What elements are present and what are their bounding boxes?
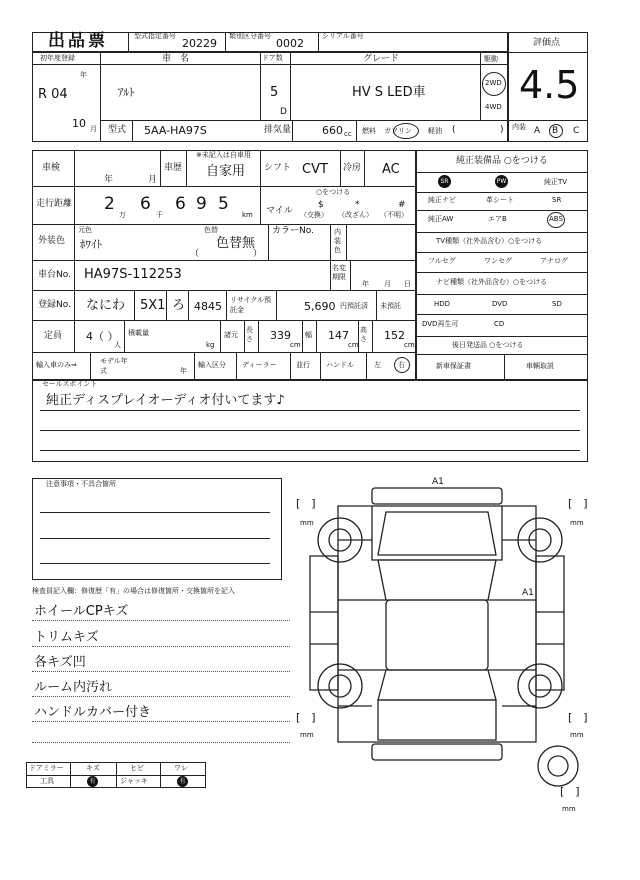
sen-unit: 千 — [156, 211, 163, 219]
tv-header: TV種類（社外品含む）○をつける — [436, 237, 543, 245]
reg-kana: ろ — [172, 298, 186, 313]
height-label: 高さ — [360, 326, 367, 343]
recycle-unpaid: 未預託 — [380, 302, 401, 310]
capacity-unit: 人 — [114, 341, 121, 349]
displacement-value: 660 — [322, 124, 343, 137]
airbag: エアB — [488, 215, 507, 223]
color-label: 外装色 — [38, 236, 66, 246]
cd: CD — [494, 320, 505, 328]
height-value: 152 — [384, 329, 405, 342]
mileage-digit: 9 — [196, 194, 207, 214]
width-value: 147 — [328, 329, 349, 342]
displacement-label: 排気量 — [264, 125, 292, 135]
reg-number: 4845 — [194, 300, 222, 313]
doors-type: D — [280, 107, 287, 117]
import-year-unit: 年 — [180, 367, 187, 375]
note-item: ハンドルカバー付き — [34, 705, 152, 720]
doors-label: ドア数 — [262, 54, 283, 62]
km-unit: km — [242, 211, 253, 219]
oneseg: ワンセグ — [484, 257, 512, 265]
reg-class: 5X1 — [140, 298, 166, 313]
mile-label: マイル — [266, 206, 293, 216]
name-change-month: 月 — [384, 280, 391, 288]
katashiki-label: 型式指定番号 — [134, 32, 176, 40]
shaken-month-unit: 月 — [148, 175, 158, 185]
ac-value: AC — [382, 162, 400, 177]
shaken-year-unit: 年 — [104, 175, 114, 185]
tool-label: 工具 — [40, 777, 54, 785]
ac-label: 冷房 — [343, 163, 362, 173]
mm-label: mm — [562, 805, 576, 813]
tampered-label: （改ざん） — [338, 211, 373, 219]
dealer-label: ディーラー — [242, 361, 277, 369]
mileage-digit: 2 — [104, 194, 115, 214]
sales-point-label: セールスポイント — [42, 380, 98, 388]
mileage-label: 走行距離 — [36, 199, 73, 209]
model-value: 5AA-HA97S — [144, 124, 207, 137]
length-unit: cm — [290, 341, 301, 349]
note-item: トリムキズ — [34, 630, 99, 645]
hash-sym: # — [398, 200, 406, 210]
a1-front-label: A1 — [432, 477, 444, 487]
warranty: 新車保証書 — [436, 362, 471, 370]
type-label: 車歴 — [164, 163, 183, 173]
mm-label: mm — [300, 519, 314, 527]
notes-label: 注意事項・不具合箇所 — [46, 480, 116, 488]
handle-right: 右 — [398, 361, 405, 369]
interior-b: B — [552, 126, 559, 136]
interior-label: 内装 — [512, 123, 526, 131]
man-unit: 万 — [119, 211, 126, 219]
capacity-value: 4（ ） — [86, 330, 119, 343]
exchange-label: （交換） — [300, 211, 328, 219]
drive-4wd: 4WD — [485, 103, 502, 111]
length-label: 長さ — [246, 326, 253, 343]
dvd-play: DVD再生可 — [422, 320, 459, 328]
sd: SD — [552, 300, 562, 308]
mile-circle-note: ○をつける — [316, 188, 351, 196]
ruibetsu-label: 類別区分番号 — [229, 32, 271, 40]
name-change-label: 名変期限 — [332, 264, 346, 281]
genuine-aw: 純正AW — [428, 215, 454, 223]
navi-header: ナビ種類（社外品含む）○をつける — [436, 278, 548, 286]
color-orig-value: ﾎﾜｲﾄ — [80, 238, 102, 251]
star-sym: * — [355, 200, 360, 210]
hdd: HDD — [434, 300, 451, 308]
height-unit: cm — [404, 341, 415, 349]
scratch-label: キズ — [86, 764, 100, 772]
chassis-label: 車台No. — [38, 270, 71, 280]
load-label: 積載量 — [128, 329, 149, 337]
ruibetsu-value: 0002 — [276, 37, 304, 50]
page-title: 出品票 — [48, 31, 108, 51]
car-name-value: ｱﾙﾄ — [118, 86, 135, 99]
katashiki-value: 20229 — [182, 37, 217, 50]
drive-label: 駆動 — [484, 55, 498, 63]
genuine-tv: 純正TV — [544, 178, 568, 186]
note-item: 各キズ凹 — [34, 655, 86, 670]
shaken-label: 車検 — [42, 163, 61, 173]
interior-a: A — [534, 126, 541, 136]
model-label: 型式 — [108, 125, 127, 135]
genuine-navi: 純正ナビ — [428, 196, 456, 204]
leather-seat: 革シート — [486, 196, 514, 204]
length-value: 339 — [270, 329, 291, 342]
grade-value: HV S LED車 — [352, 85, 426, 100]
dollar-sym: $ — [318, 200, 324, 210]
chassis-value: HA97S-112253 — [84, 267, 182, 282]
name-change-year: 年 — [362, 280, 369, 288]
model-year-label: モデル年式 — [100, 357, 128, 375]
width-unit: cm — [348, 341, 359, 349]
tool-have-circle: 有 — [87, 776, 98, 787]
grade-label: グレード — [363, 54, 400, 64]
displacement-unit: cc — [344, 130, 352, 138]
break-label: ワレ — [174, 764, 188, 772]
color-no-heading: カラーNo. — [272, 226, 314, 236]
score-label: 評価点 — [533, 38, 561, 48]
year-value: R 04 — [38, 87, 68, 102]
inspector-label: 検査員記入欄：修復歴「有」の場合は修復箇所・交換箇所を記入 — [32, 587, 235, 595]
pw-filled-circle: PW — [495, 175, 508, 188]
door-mirror-label: ドアミラー — [29, 764, 64, 772]
import-cat-label: 輸入区分 — [198, 361, 226, 369]
import-label: 輸入車のみ⇒ — [36, 361, 77, 369]
unknown-label: （不明） — [380, 211, 408, 219]
genuine-header: 純正装備品 ○をつける — [456, 156, 548, 166]
analog: アナログ — [540, 257, 568, 265]
capacity-label: 定員 — [44, 331, 63, 341]
handle-left: 左 — [374, 361, 381, 369]
manual: 車輌取説 — [526, 362, 554, 370]
shift-value: CVT — [302, 162, 328, 177]
size-label: 諸元 — [224, 331, 238, 339]
month-unit: 月 — [90, 125, 97, 133]
mileage-digit: 6 — [140, 194, 151, 214]
mm-label: mm — [300, 731, 314, 739]
color-paren: （ ） — [190, 249, 263, 259]
mm-label: mm — [570, 731, 584, 739]
width-label: 幅 — [305, 331, 312, 339]
mileage-digit: 5 — [218, 194, 229, 214]
handle-label: ハンドル — [326, 361, 354, 369]
sr-filled-circle: SR — [438, 175, 451, 188]
sales-point-text: 純正ディスプレイオーディオ付いてます♪ — [46, 393, 285, 408]
recycle-label: リサイクル預託金 — [230, 296, 272, 314]
color-change-value: 色替無 — [216, 236, 256, 251]
fullseg: フルセグ — [428, 257, 456, 265]
note-item: ルーム内汚れ — [34, 680, 113, 695]
light-oil-label: 軽油 — [428, 127, 442, 135]
score-value: 4.5 — [519, 63, 580, 107]
first-reg-label: 初年度登録 — [40, 54, 75, 62]
interior-color-label: 内装色 — [334, 228, 341, 254]
shift-label: シフト — [264, 163, 292, 173]
recycle-value: 5,690 — [304, 300, 336, 313]
a1-side-label: A1 — [522, 588, 534, 598]
later-header: 後日発送品 ○をつける — [452, 341, 524, 349]
serial-label: シリアル番号 — [322, 32, 364, 40]
sr: SR — [552, 196, 562, 204]
month-value: 10 — [72, 117, 86, 130]
jack-label: ジャッキ — [120, 777, 148, 785]
parallel-label: 並行 — [296, 361, 310, 369]
load-unit: kg — [206, 341, 215, 349]
reg-label: 登録No. — [38, 300, 71, 310]
mileage-digit: 6 — [175, 194, 186, 214]
fuel-label: 燃料 — [362, 127, 376, 135]
crack-label: ヒビ — [130, 764, 144, 772]
fuel-value: ガソリン — [384, 127, 412, 135]
jack-have-circle: 有 — [177, 776, 188, 787]
abs: ABS — [549, 215, 563, 223]
mm-label: mm — [570, 519, 584, 527]
interior-c: C — [573, 126, 580, 136]
dvd: DVD — [492, 300, 508, 308]
car-name-label: 車 名 — [162, 54, 190, 64]
name-change-day: 日 — [404, 280, 411, 288]
year-unit: 年 — [80, 71, 87, 79]
color-change-label: 色替 — [204, 226, 218, 234]
color-orig-label: 元色 — [78, 226, 92, 234]
shaken-note: ※未記入は自車用 — [196, 151, 251, 159]
doors-value: 5 — [270, 85, 279, 100]
note-item: ホイールCPキズ — [34, 604, 129, 619]
recycle-unit: 円預託済 — [340, 302, 368, 310]
reg-area: なにわ — [86, 298, 126, 313]
type-value: 自家用 — [206, 164, 246, 179]
drive-2wd: 2WD — [485, 79, 502, 87]
